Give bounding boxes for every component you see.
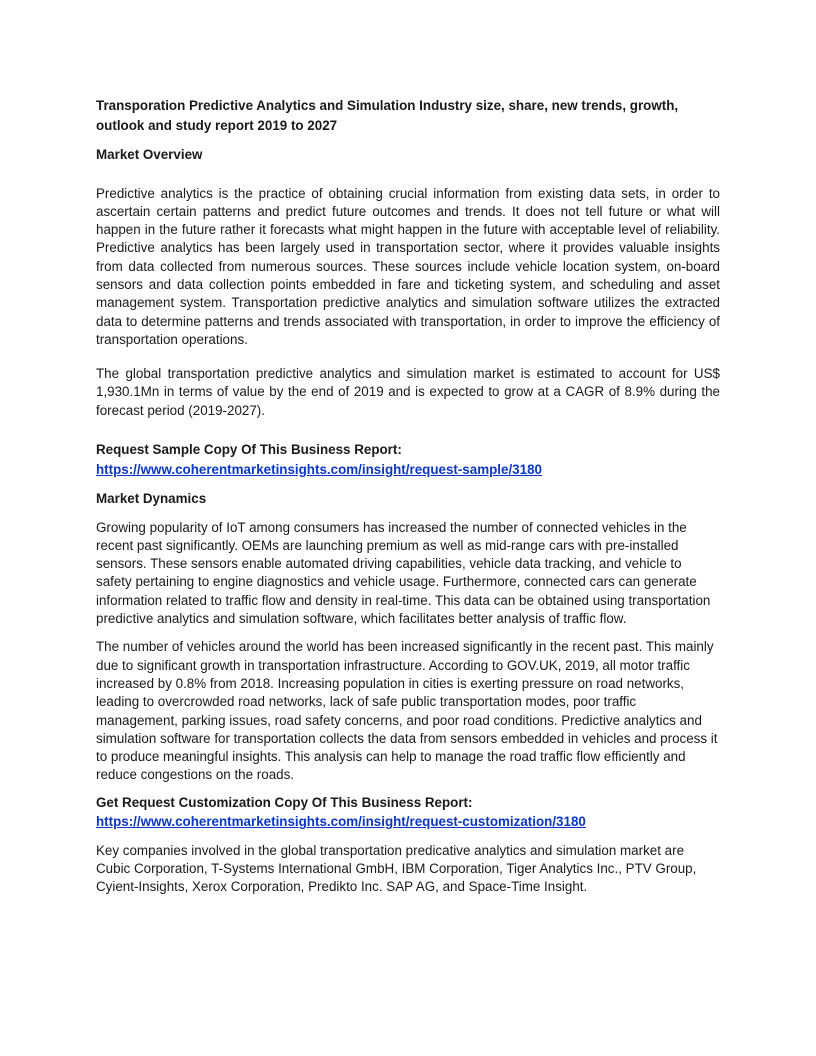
sample-request-line [96,460,720,480]
market-dynamics-heading: Market Dynamics [96,491,207,507]
overview-paragraph: Predictive analytics is the practice of obtaining crucial information from existing data sets, in order to ascertain certain patterns and predict future outcomes and trends. It does not tell future or what will happen in the future rather it forecasts what might happen in the future with acceptable level of reliability. Predictive analytics has been largely used in transportation sector, where it provides valuable insights from data collected from numerous sources. These sources include vehicle location system, on-board sensors and data collection points embedded in fare and ticketing system, and scheduling and asset management system. Transportation predictive analytics and simulation software utilizes the extracted data to determine patterns and trends associated with transportation, in order to improve the efficiency of transportation operations. [96,185,720,347]
document-title: Transporation Predictive Analytics and Simulation Industry size, share, new trends, growth, outlook and study report 2019 to 2027 [96,98,679,133]
market-value-suffix: is estimated to account for US$ 1,930.1Mn in terms of value by the end of 2019 and is expected to grow at a CAGR of 8.9% during the forecast period (2019-2027). [96,366,720,418]
market-value-link-text: global transportation predictive analytics and simulation market [125,366,515,382]
market-value-prefix: The [96,366,120,382]
customization-link[interactable]: https://www.coherentmarketinsights.com/insight/request-customization/3180 [96,814,586,830]
market-value-paragraph [96,365,720,420]
customization-heading: Get Request Customization Copy Of This Business Report: [96,794,473,810]
dynamics-paragraph-1: Growing popularity of IoT among consumers has increased the number of connected vehicles in the recent past significantly. OEMs are launching premium as well as mid-range cars with pre-installed sensors. These sensors enable automated driving capabilities, vehicle data tracking, and vehicle to safety pertaining to engine diagnostics and vehicle usage. Furthermore, connected cars can generate information related to traffic flow and density in real-time. This data can be obtained using transportation predictive analytics and simulation software, which facilitates better analysis of traffic flow. [96,519,711,627]
market-overview-heading: Market Overview [96,147,203,162]
key-companies-paragraph: Key companies involved in the global transportation predicative analytics and simulation market are Cubic Corporation, T-Systems International GmbH, IBM Corporation, Tiger Analytics Inc., PTV Group, Cyient-Insights, Xerox Corporation, Predikto Inc. SAP AG, and Space-Time Insight. [96,842,697,895]
document-page [96,96,720,897]
customization-line [96,812,720,832]
sample-request-heading: Request Sample Copy Of This Business Report: [96,442,402,458]
dynamics-paragraph-2: The number of vehicles around the world has been increased significantly in the recent past. This mainly due to significant growth in transportation infrastructure. According to GOV.UK, 2019, all motor traffic increased by 0.8% from 2018. Increasing population in cities is exerting pressure on road networks, leading to overcrowded road networks, lack of safe public transportation modes, poor traffic management, parking issues, road safety concerns, and poor road conditions. Predictive analytics and simulation software for transportation collects the data from sensors embedded in vehicles and process it to produce meaningful insights. This analysis can help to manage the road traffic flow efficiently and reduce congestions on the roads. [96,639,718,783]
sample-request-link[interactable]: https://www.coherentmarketinsights.com/insight/request-sample/3180 [96,461,542,477]
